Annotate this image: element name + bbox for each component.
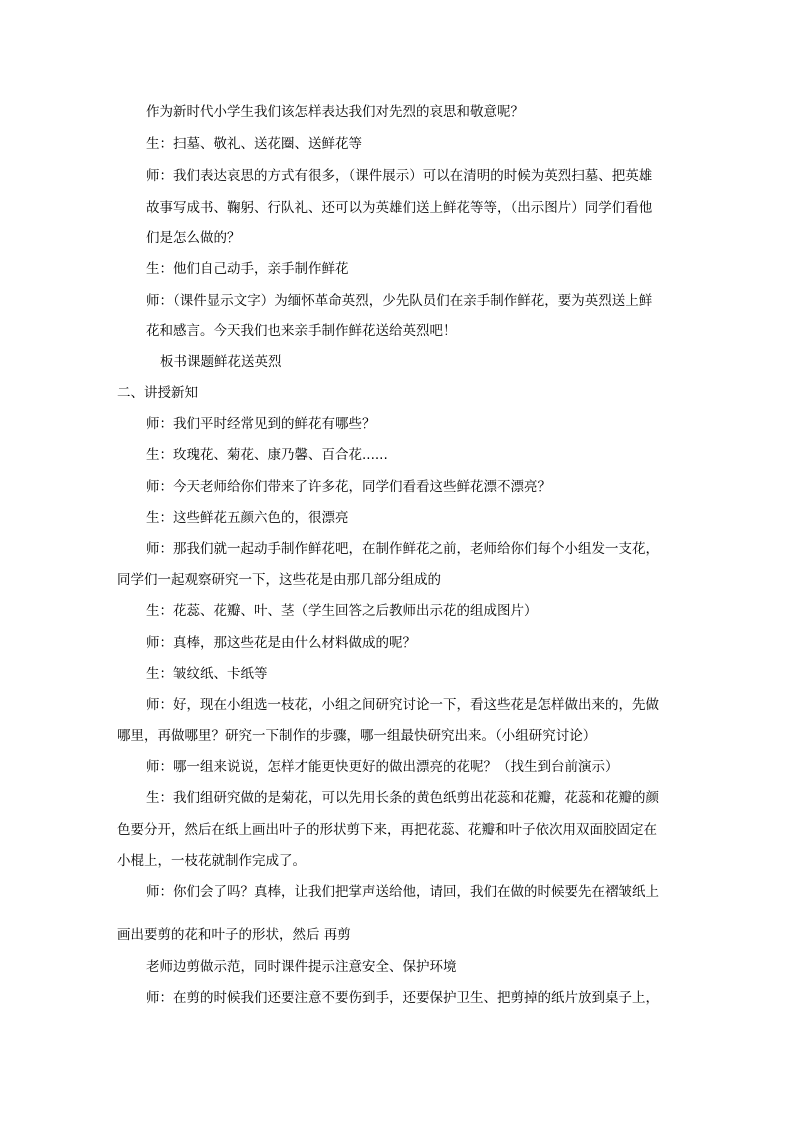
paragraph-line: 同学们一起观察研究一下，这些花是由那几部分组成的 — [117, 572, 441, 588]
paragraph-line: 作为新时代小学生我们该怎样表达我们对先烈的哀思和敬意呢？ — [146, 104, 524, 120]
paragraph-line: 画出要剪的花和叶子的形状，然后 再剪 — [117, 927, 351, 943]
paragraph-line: 生：皱纹纸、卡纸等 — [146, 666, 268, 682]
paragraph-line: 师：我们表达哀思的方式有很多，（课件展示）可以在清明的时候为英烈扫墓、把英雄 — [146, 168, 653, 184]
paragraph-line: 师：今天老师给你们带来了许多花，同学们看看这些鲜花漂不漂亮？ — [146, 479, 551, 495]
paragraph-line: 生：这些鲜花五颜六色的，很漂亮 — [146, 510, 349, 526]
paragraph-line: 师：你们会了吗？真棒，让我们把掌声送给他，请回，我们在做的时候要先在褶皱纸上 — [146, 884, 659, 900]
paragraph-line: 色要分开，然后在纸上画出叶子的形状剪下来，再把花蕊、花瓣和叶子依次用双面胶固定在 — [117, 822, 657, 838]
paragraph-line: 师：在剪的时候我们还要注意不要伤到手，还要保护卫生、把剪掉的纸片放到桌子上， — [146, 990, 659, 1006]
paragraph-line: 师：真棒，那这些花是由什么材料做成的呢？ — [146, 635, 416, 651]
paragraph-line: 故事写成书、鞠躬、行队礼、还可以为英雄们送上鲜花等等，（出示图片）同学们看他 — [146, 200, 653, 216]
paragraph-line: 师：好，现在小组选一枝花，小组之间研究讨论一下，看这些花是怎样做出来的，先做 — [146, 697, 659, 713]
paragraph-line: 生：玫瑰花、菊花、康乃馨、百合花...... — [146, 447, 388, 463]
paragraph-line: 哪里，再做哪里？研究一下制作的步骤，哪一组最快研究出来。（小组研究讨论） — [117, 728, 597, 744]
paragraph-line: 花和感言。今天我们也来亲手制作鲜花送给英烈吧！ — [146, 323, 457, 339]
board-title-line: 板书课题鲜花送英烈 — [160, 354, 282, 370]
section-heading: 二、讲授新知 — [117, 385, 198, 401]
paragraph-line: 们是怎么做的？ — [146, 230, 241, 246]
paragraph-line: 师：那我们就一起动手制作鲜花吧，在制作鲜花之前，老师给你们每个小组发一支花， — [146, 541, 659, 557]
paragraph-line: 师：我们平时经常见到的鲜花有哪些？ — [146, 416, 376, 432]
paragraph-line: 生：扫墓、敬礼、送花圈、送鲜花等 — [146, 136, 362, 152]
paragraph-line: 师：（课件显示文字）为缅怀革命英烈，少先队员们在亲手制作鲜花，要为英烈送上鲜 — [146, 293, 653, 309]
paragraph-line: 生：他们自己动手，亲手制作鲜花 — [146, 261, 349, 277]
paragraph-line: 生：花蕊、花瓣、叶、茎（学生回答之后教师出示花的组成图片） — [146, 603, 538, 619]
paragraph-line: 小棍上，一枝花就制作完成了。 — [117, 853, 306, 869]
paragraph-line: 老师边剪做示范，同时课件提示注意安全、保护环境 — [146, 959, 457, 975]
paragraph-line: 生：我们组研究做的是菊花，可以先用长条的黄色纸剪出花蕊和花瓣，花蕊和花瓣的颜 — [146, 790, 659, 806]
paragraph-line: 师：哪一组来说说，怎样才能更快更好的做出漂亮的花呢？（找生到台前演示） — [146, 759, 619, 775]
